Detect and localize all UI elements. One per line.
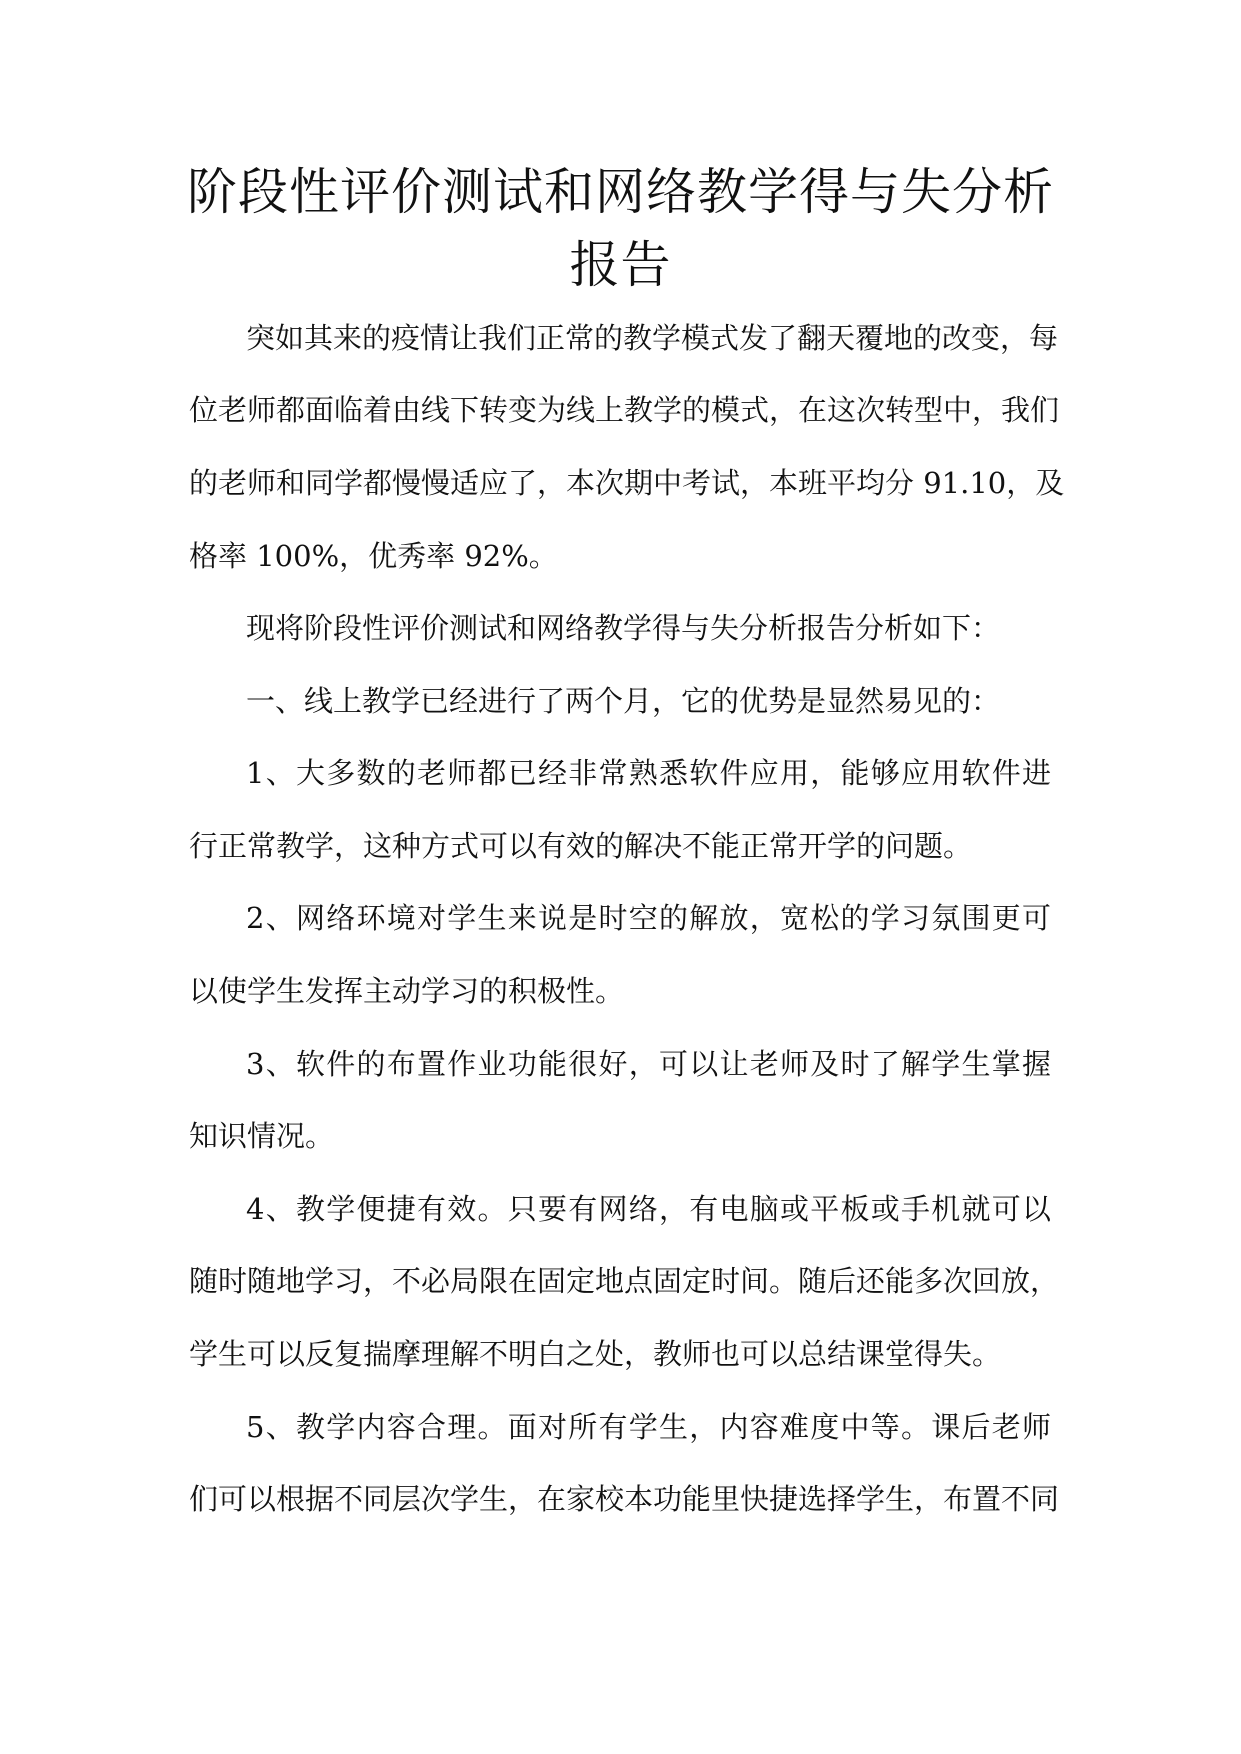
list-item-line: 知识情况。 — [189, 1119, 335, 1153]
list-item-line: 3、软件的布置作业功能很好，可以让老师及时了解学生掌握 — [246, 1047, 1051, 1081]
list-item-line: 5、教学内容合理。面对所有学生，内容难度中等。课后老师 — [246, 1410, 1051, 1444]
list-item-line: 1、大多数的老师都已经非常熟悉软件应用，能够应用软件进 — [246, 756, 1051, 790]
list-item-line: 行正常教学，这种方式可以有效的解决不能正常开学的问题。 — [189, 829, 973, 863]
section-heading: 一、线上教学已经进行了两个月，它的优势是显然易见的： — [246, 684, 1001, 718]
paragraph-line: 格率 100%，优秀率 92%。 — [189, 539, 558, 573]
paragraph-line: 的老师和同学都慢慢适应了，本次期中考试，本班平均分 91.10，及 — [189, 466, 1065, 500]
list-item-line: 4、教学便捷有效。只要有网络，有电脑或平板或手机就可以 — [246, 1192, 1051, 1226]
document-title-line-2: 报告 — [569, 236, 672, 294]
document-title-line-1: 阶段性评价测试和网络教学得与失分析 — [187, 163, 1054, 221]
list-item-line: 学生可以反复揣摩理解不明白之处，教师也可以总结课堂得失。 — [189, 1337, 1002, 1371]
list-item-line: 以使学生发挥主动学习的积极性。 — [189, 974, 625, 1008]
paragraph-line: 突如其来的疫情让我们正常的教学模式发了翻天覆地的改变，每 — [246, 321, 1059, 355]
list-item-line: 2、网络环境对学生来说是时空的解放，宽松的学习氛围更可 — [246, 901, 1051, 935]
paragraph-line: 现将阶段性评价测试和网络教学得与失分析报告分析如下： — [246, 611, 1001, 645]
list-item-line: 随时随地学习，不必局限在固定地点固定时间。随后还能多次回放， — [189, 1264, 1060, 1298]
paragraph-line: 位老师都面临着由线下转变为线上教学的模式，在这次转型中，我们 — [189, 393, 1060, 427]
list-item-line: 们可以根据不同层次学生，在家校本功能里快捷选择学生，布置不同 — [189, 1482, 1060, 1516]
